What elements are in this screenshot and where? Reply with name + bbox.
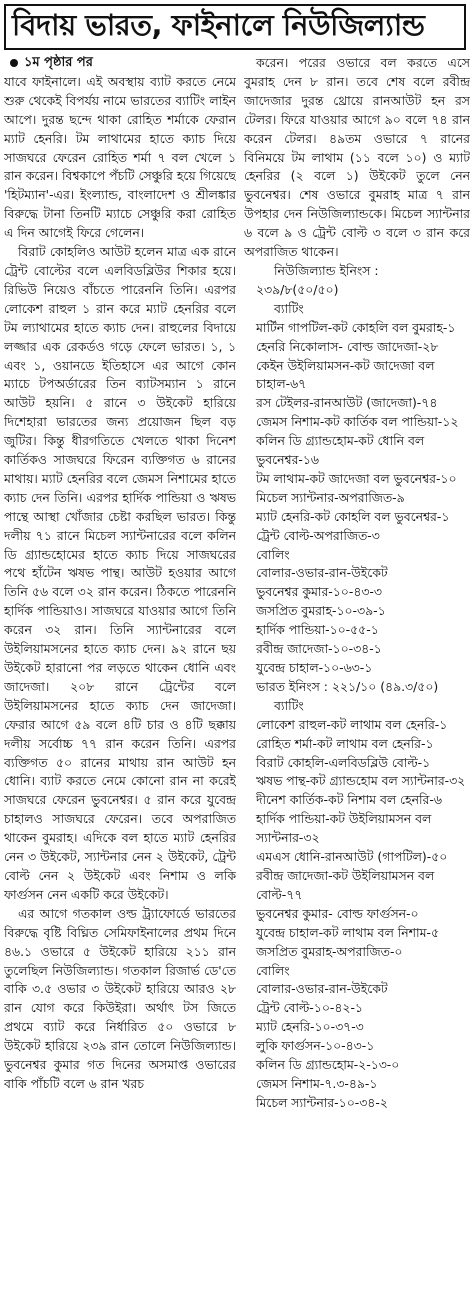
scorecard-line: কলিন ডি গ্র্যান্ডহোম-কট ধোনি বল ভুবনেশ্বর-১৬ [256,433,425,468]
scorecard-line: ২৩৯/৮(৫০/৫০) [256,281,339,297]
scorecard-line: বোলার-ওভার-রান-উইকেট [256,565,388,581]
scorecard-line: হেনরি নিকোলাস- বোল্ড জাদেজা-২৮ [256,338,439,354]
scorecard-line: রবীন্দ্র জাদেজা-কট উইলিয়ামসন বল বোল্ট-৭৭ [256,867,435,902]
scorecard-line: ট্রেন্ট বোল্ট-১০-৪২-১ [256,1000,363,1016]
scorecard-line: এমএস ধোনি-রানআউট (গাপটিল)-৫০ [256,849,448,865]
scorecard-line: হার্দিক পান্ডিয়া-কট উইলিয়ামসন বল স্যান্টনার-৩২ [256,811,432,846]
headline [4,4,466,50]
scorecard-line: লুকি ফার্গুসন-১০-৪৩-১ [256,1038,375,1054]
scorecard-line: ম্যাট হেনরি-কট কোহলি বল ভুবনেশ্বর-১ [256,508,450,524]
scorecard-line: নিউজিল্যান্ড ইনিংস : [274,262,379,278]
scorecard-line: মার্টিন গাপটিল-কট কোহলি বল বুমরাহ-১ [256,319,456,335]
scorecard-line: বোলিং [256,962,290,978]
scorecard [244,262,470,1113]
scorecard-line: ভুবনেশ্বর কুমার- বোল্ড ফার্গুসন-০ [256,905,419,921]
scorecard-line: বোলার-ওভার-রান-উইকেট [256,981,388,997]
scorecard-line: ব্যাটিং [274,697,304,713]
scorecard-line: ভারত ইনিংস : ২২১/১০ (৪৯.৩/৫০) [256,678,439,694]
article-column-right [244,54,470,1304]
scorecard-line: বোলিং [256,546,290,562]
scorecard-line: ভুবনেশ্বর কুমার-১০-৪৩-৩ [256,584,382,600]
continued-label: ১ম পৃষ্ঠার পর [24,55,93,70]
scorecard-line: টম লাথাম-কট জাদেজা বল ভুবনেশ্বর-১০ [256,470,457,486]
continued-marker [4,54,236,73]
scorecard-line: রবীন্দ্র জাদেজা-১০-৩৪-১ [256,641,382,657]
scorecard-line: লোকেশ রাহুল-কট লাথাম বল হেনরি-১ [256,716,448,732]
scorecard-line: জসপ্রিত বুমরাহ-অপরাজিত-০ [256,943,403,959]
article-paragraph: এর আগে গতকাল ওল্ড ট্র্যাফোর্ডে ভারতের বিরুদ্ধে বৃষ্টি বিঘ্নিত সেমিফাইনালের প্রথম দিনে ৪৬.১ ওভারে ৫ উইকেট হারিয়ে ২১১ রান তুলেছিল নিউজিল্যান্ড। গতকাল রিজার্ভ ডে'তে বাকি ৩.৫ ওভার ৩ উইকেট হারিয়ে আরও ২৮ রান যোগ করে কিউইরা। অর্থাৎ টস জিতে প্রথমে ব্যাট করে নির্ধারিত ৫০ ওভারে ৮ উইকেট হারিয়ে ২৩৯ রান তোলে নিউজিল্যান্ড। ভুবনেশ্বর কুমার গত দিনের অসমাপ্ত ওভারের বাকি পাঁচটি বলে ৬ রান খরচ [4,905,236,1091]
scorecard-line: যুবেন্দ্র চাহাল-১০-৬৩-১ [256,660,373,675]
scorecard-line: ট্রেন্ট বোল্ট-অপরাজিত-৩ [256,527,380,543]
scorecard-line: ঋষভ পান্থ-কট গ্র্যান্ডহোম বল স্যান্টনার-৩২ [256,773,466,789]
scorecard-line: হার্দিক পান্ডিয়া-১০-৫৫-১ [256,622,379,638]
article-paragraph: যাবে ফাইনালে। এই অবস্থায় ব্যাট করতে নেমে শুরু থেকেই বিপর্যয় নামে ভারতের ব্যাটিং লাইন আপে। দুরন্ত ছন্দে থাকা রোহিত শর্মাকে ফেরান ম্যাট হেনরি। টম লাথামের হাতে ক্যাচ দিয়ে সাজঘরে ফেরেন রোহিত শর্মা ৭ বল খেলে ১ রান করেন। বিশ্বকাপে পঁচটি সেঞ্চুরি হয়ে গিয়েছে 'হিটম্যান'-এর। ইংল্যান্ড, বাংলাদেশ ও শ্রীলঙ্কার বিরুদ্ধে টানা তিনটি ম্যাচে সেঞ্চুরি করা রোহিত এ দিন আগেই ফিরে গেলেন। [4,73,236,241]
scorecard-line: রস টেইলর-রানআউট (জাদেজা)-৭৪ [256,395,438,411]
scorecard-line: দীনেশ কার্তিক-কট নিশাম বল হেনরি-৬ [256,792,442,808]
article-paragraph: বিরাট কোহলিও আউট হলেন মাত্র এক রানে ট্রেন্ট বোল্টের বলে এলবিডব্লিউর শিকার হয়ে। রিভিউ নিয়েও বাঁচতে পারেননি তিনি। এরপর লোকেশ রাহুল ১ রান করে ম্যাট হেনরির বলে টম ল্যাথামের হাতে ক্যাচ দেন। রাহুলের বিদায়ে লজ্জার এক রেকর্ডও গড়ে ফেলে ভারত। ১, ১ এবং ১, ওয়ানডে ইতিহাসে এর আগে কোন ম্যাচে টপঅর্ডারের তিন ব্যাটসম্যান ১ রানে আউট হয়নি। ৫ রানে ৩ উইকেট হারিয়ে দিশেহারা ভারতের জন্য প্রয়োজন ছিল বড় জুটির। কিন্তু ধীরগতিতে খেলতে থাকা দিনেশ কার্তিকও সাজঘরে ফিরেন ব্যক্তিগত ৬ রানের মাথায়। ম্যাট হেনরির বলে জেমস নিশামের হাতে ক্যাচ দেন তিনি। এরপর হার্দিক পান্ডিয়া ও ঋষভ পান্থে আস্থা খোঁজার চেষ্টা করছিল ভারত। কিন্তু দলীয় ৭১ রানে মিচেল স্যান্টনারের বলে কলিন ডি গ্র্যান্ডহোমের হাতে ক্যাচ দিয়ে সাজঘরের পথে হাঁটেন ঋষভ পান্থ। আউট হওয়ার আগে তিনি ৫৬ বলে ৩২ রান করেন। ঠিকতে পারেননি হার্দিক পান্ডিয়াও। সাজঘরে যাওয়ার আগে তিনি করেন ৩২ রান। তিনি স্যান্টনারের বলে উইলিয়ামসনের হাতে ক্যাচ দেন। ৯২ রানে ছয় উইকেট হারানো পর লড়তে থাকেন ধোনি এবং জাদেজা। ২০৮ রানে ট্রেন্টের বলে উইলিয়ামসনের হাতে ক্যাচ দেন জাদেজা। ফেরার আগে ৫৯ বলে ৪টি চার ও ৪টি ছক্কায় দলীয় সর্বোচ্চ ৭৭ রান করেন তিনি। এরপর ব্যক্তিগত ৫০ রানের মাথায় রান আউট হন ধোনি। ব্যাট করতে নেমে কোনো রান না করেই সাজঘরে ফেরেন ভুবনেশ্বর। ৫ রান করে যুবেন্দ্র চাহালও সাজঘরে ফেরেন। তবে অপরাজিত থাকেন বুমরাহ। এদিকে বল হাতে ম্যাট হেনরির নেন ৩ উইকেট, স্যান্টনার নেন ২ উইকেট, ট্রেন্ট বোল্ট নেন ২ উইকেট এবং নিশাম ও লকি ফার্গুসন নেন একটি করে উইকেট। [4,244,236,902]
scorecard-line: মিচেল স্যান্টনার-অপরাজিত-৯ [256,489,405,505]
scorecard-line: কলিন ডি গ্র্যান্ডহোম-২-১৩-০ [256,1057,400,1073]
scorecard-line: বিরাট কোহলি-এলবিডব্লিউ বোল্ট-১ [256,754,431,770]
headline-text: বিদায় ভারত, ফাইনালে নিউজিল্যান্ড [12,7,425,42]
scorecard-line: জেমস নিশাম-৭.৩-৪৯-১ [256,1075,378,1091]
scorecard-line: কেইন উইলিয়ামসন-কট জাদেজা বল চাহাল-৬৭ [256,357,435,392]
scorecard-line: ব্যাটিং [274,300,304,316]
scorecard-line: মিচেল স্যান্টনার-১০-৩৪-২ [256,1094,388,1110]
scorecard-line: জেমস নিশাম-কট কার্তিক বল পান্ডিয়া-১২ [256,414,459,430]
article-column-left [4,54,236,1304]
scorecard-line: ম্যাট হেনরি-১০-৩৭-৩ [256,1019,364,1035]
scorecard-line: যুবেন্দ্র চাহাল-কট লাথাম বল নিশাম-৫ [256,924,440,940]
scorecard-line: জসপ্রিত বুমরাহ-১০-৩৯-১ [256,603,386,619]
bullet-icon [10,59,18,67]
article-paragraph: করেন। পরের ওভারে বল করতে এসে বুমরাহ দেন ৮ রান। তবে শেষ বলে রবীন্দ্র জাদেজার দুরন্ত থ্রোয়ে রানআউট হন রস টেলর। ফিরে যাওয়ার আগে ৯০ বলে ৭৪ রান করেন টেলর। ৪৯তম ওভারে ৭ রানের বিনিময়ে টম লাথাম (১১ বলে ১০) ও ম্যাট হেনরির (২ বলে ১) উইকেট তুলে নেন ভুবনেশ্বর। শেষ ওভারে বুমরাহ মাত্র ৭ রান উপহার দেন নিউজিল্যান্ডকে। মিচেল স্যান্টনার ৬ বলে ৯ ও ট্রেন্ট বোল্ট ৩ বলে ৩ রান করে অপরাজিত থাকেন। [244,55,470,260]
scorecard-line: রোহিত শর্মা-কট লাথাম বল হেনরি-১ [256,735,434,751]
